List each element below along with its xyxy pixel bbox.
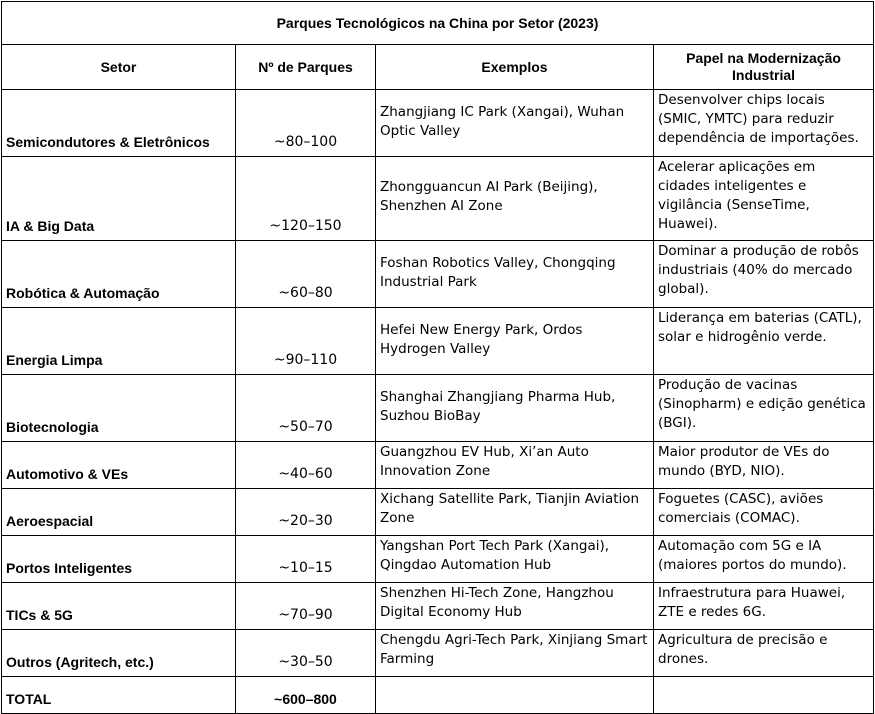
table-title: Parques Tecnológicos na China por Setor (2023) [2,2,874,45]
sector-cell: IA & Big Data [2,157,236,241]
sector-cell: Semicondutores & Eletrônicos [2,90,236,157]
examples-cell: Shenzhen Hi-Tech Zone, Hangzhou Digital Economy Hub [376,583,654,630]
count-cell: ~60–80 [236,241,376,308]
role-cell: Maior produtor de VEs do mundo (BYD, NIO). [654,442,874,489]
header-examples: Exemplos [376,45,654,90]
role-cell: Foguetes (CASC), aviões comerciais (COMAC). [654,489,874,536]
sector-cell: Outros (Agritech, etc.) [2,630,236,677]
count-cell: ~50–70 [236,375,376,442]
tech-parks-table [1,1,874,714]
header-role: Papel na Modernização Industrial [654,45,874,90]
role-cell: Liderança em baterias (CATL), solar e hidrogênio verde. [654,308,874,375]
header-row [2,45,874,90]
table-row [2,90,874,157]
sector-cell: Portos Inteligentes [2,536,236,583]
count-cell: ~80–100 [236,90,376,157]
table-row [2,630,874,677]
total-role [654,677,874,714]
examples-cell: Shanghai Zhangjiang Pharma Hub, Suzhou BioBay [376,375,654,442]
examples-cell: Guangzhou EV Hub, Xi’an Auto Innovation Zone [376,442,654,489]
role-cell: Desenvolver chips locais (SMIC, YMTC) para reduzir dependência de importações. [654,90,874,157]
table-row [2,241,874,308]
total-examples [376,677,654,714]
sector-cell: Automotivo & VEs [2,442,236,489]
header-sector: Setor [2,45,236,90]
count-cell: ~90–110 [236,308,376,375]
sector-cell: Aeroespacial [2,489,236,536]
table-row [2,157,874,241]
table-row [2,489,874,536]
count-cell: ~40–60 [236,442,376,489]
header-count: Nº de Parques [236,45,376,90]
examples-cell: Hefei New Energy Park, Ordos Hydrogen Valley [376,308,654,375]
table-row [2,442,874,489]
total-label: TOTAL [2,677,236,714]
role-cell: Automação com 5G e IA (maiores portos do mundo). [654,536,874,583]
table-row [2,375,874,442]
sector-cell: Energia Limpa [2,308,236,375]
total-row [2,677,874,714]
table-row [2,536,874,583]
examples-cell: Zhangjiang IC Park (Xangai), Wuhan Optic Valley [376,90,654,157]
examples-cell: Zhongguancun AI Park (Beijing), Shenzhen AI Zone [376,157,654,241]
role-cell: Infraestrutura para Huawei, ZTE e redes 6G. [654,583,874,630]
role-cell: Acelerar aplicações em cidades inteligentes e vigilância (SenseTime, Huawei). [654,157,874,241]
role-cell: Dominar a produção de robôs industriais (40% do mercado global). [654,241,874,308]
count-cell: ~30–50 [236,630,376,677]
count-cell: ~120–150 [236,157,376,241]
sector-cell: TICs & 5G [2,583,236,630]
examples-cell: Foshan Robotics Valley, Chongqing Industrial Park [376,241,654,308]
table-row [2,308,874,375]
sector-cell: Biotecnologia [2,375,236,442]
examples-cell: Yangshan Port Tech Park (Xangai), Qingdao Automation Hub [376,536,654,583]
count-cell: ~70–90 [236,583,376,630]
count-cell: ~10–15 [236,536,376,583]
examples-cell: Chengdu Agri-Tech Park, Xinjiang Smart Farming [376,630,654,677]
total-count: ~600–800 [236,677,376,714]
role-cell: Agricultura de precisão e drones. [654,630,874,677]
examples-cell: Xichang Satellite Park, Tianjin Aviation Zone [376,489,654,536]
count-cell: ~20–30 [236,489,376,536]
role-cell: Produção de vacinas (Sinopharm) e edição genética (BGI). [654,375,874,442]
table-row [2,583,874,630]
sector-cell: Robótica & Automação [2,241,236,308]
